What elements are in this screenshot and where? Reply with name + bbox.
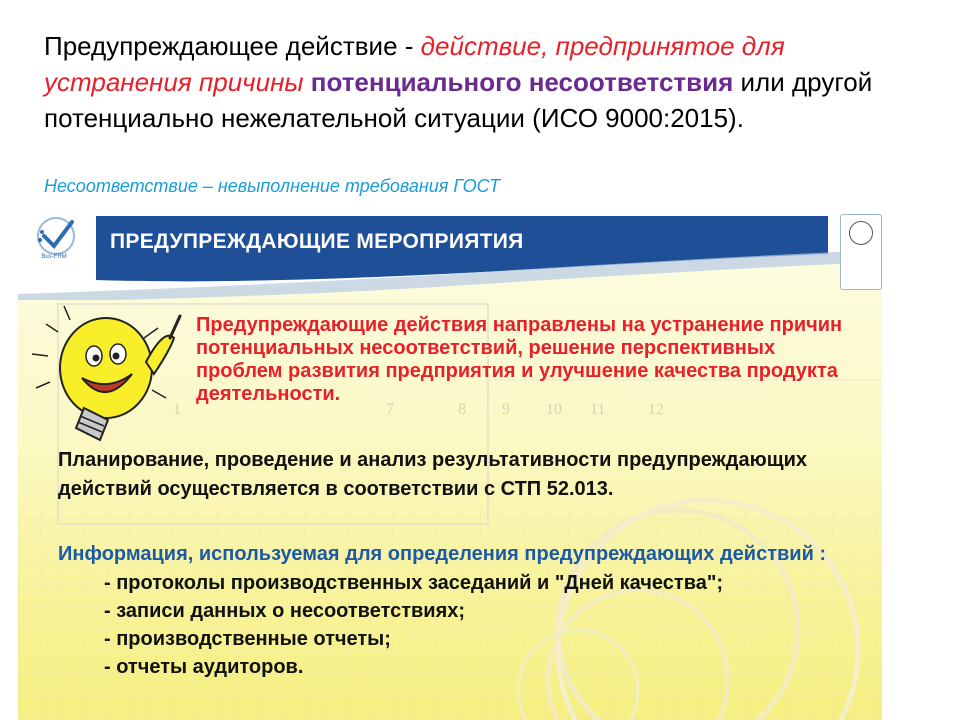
planning-statement: Планирование, проведение и анализ результативности предупреждающих действий осуществляется в соответствии с СТП 52.013. xyxy=(58,449,807,500)
bg-number: 12 xyxy=(648,401,664,418)
information-sources-list xyxy=(58,569,878,681)
bg-number: 10 xyxy=(546,401,562,418)
bg-number: 1 xyxy=(173,401,181,418)
nonconformity-definition: Несоответствие – невыполнение требования ГОСТ xyxy=(44,176,501,196)
logo-label: Bus-FRM xyxy=(41,254,67,260)
list-item: - протоколы производственных заседаний и "Дней качества"; xyxy=(104,572,723,594)
bg-number: 8 xyxy=(458,401,466,418)
definition-red-text: действие, предпринятое для устранения причины xyxy=(44,31,785,97)
checkmark-logo-icon xyxy=(28,212,92,272)
list-item: - производственные отчеты; xyxy=(104,628,391,650)
definition-paragraph xyxy=(44,28,914,136)
information-sources xyxy=(58,540,878,681)
bg-number: 7 xyxy=(386,401,394,418)
definition-rest: или другой потенциально нежелательной ситуации (ИСО 9000:2015). xyxy=(44,67,873,133)
cert-circle xyxy=(849,221,873,245)
definition-term: Предупреждающее действие - xyxy=(44,31,421,61)
preventive-actions-purpose: Предупреждающие действия направлены на устранение причин потенциальных несоответствий, решение перспективных проблем развития предприятия и улучшение качества продукта деятельности. xyxy=(196,314,843,405)
smiling-lightbulb-icon xyxy=(24,298,194,448)
list-item: - отчеты аудиторов. xyxy=(104,656,304,678)
list-item: - записи данных о несоответствиях; xyxy=(104,600,466,622)
bg-number: 11 xyxy=(590,401,606,418)
information-sources-intro: Информация, используемая для определения предупреждающих действий : xyxy=(58,543,827,565)
bg-number: 9 xyxy=(502,401,510,418)
embedded-slide xyxy=(18,210,882,720)
slide-title: ПРЕДУПРЕЖДАЮЩИЕ МЕРОПРИЯТИЯ xyxy=(110,230,524,253)
definition-purple-text: потенциального несоответствия xyxy=(310,67,734,97)
slide-header-band xyxy=(18,210,882,300)
certification-seal-icon xyxy=(840,214,882,290)
